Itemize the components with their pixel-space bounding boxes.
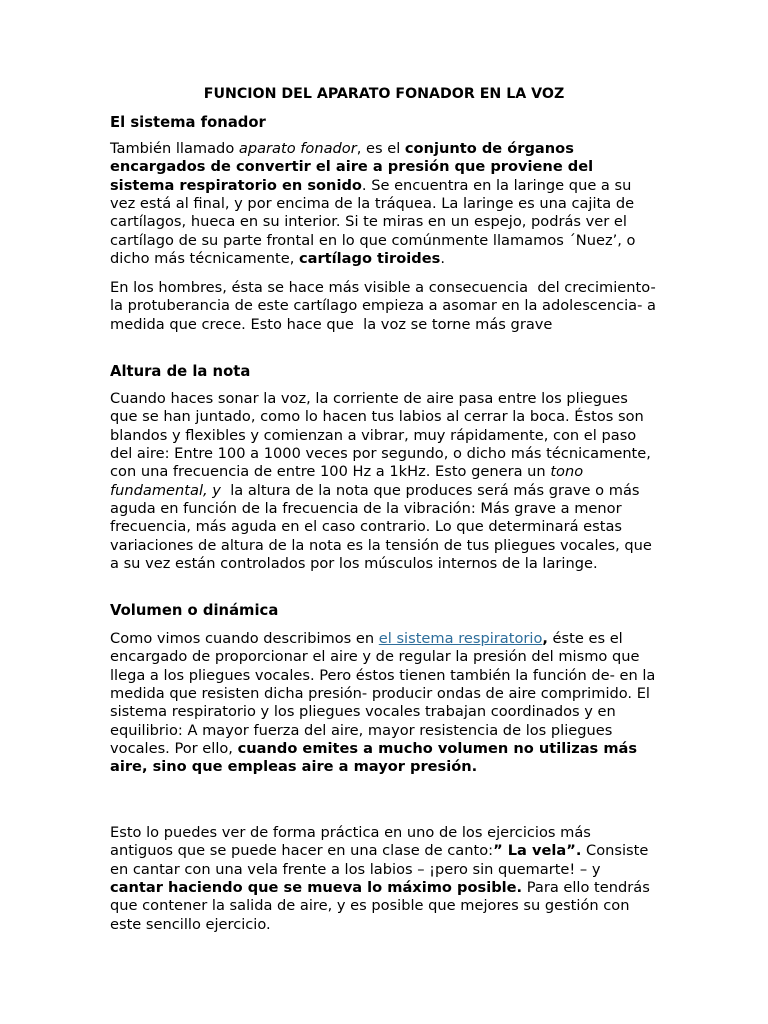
paragraph-altura-nota	[110, 390, 658, 573]
text-run: En los hombres, ésta se hace más visible a consecuencia del crecimiento- la protuberancia de este cartílago empieza a asomar en la adolescencia- a medida que crece. Esto hace que la voz se torne más grave	[110, 279, 661, 333]
bold-text: conjunto de órganos encargados de convertir el aire a presión que proviene del sistema respiratorio en sonido	[110, 140, 599, 194]
bold-text: cartílago tiroides	[298, 250, 441, 268]
italic-text: tono fundamental, y	[110, 463, 588, 499]
paragraph-sistema-fonador-2	[110, 279, 661, 334]
text-run: éste es el encargado de proporcionar el aire y de regular la presión del mismo que llega a los pliegues vocales. Pero éstos tienen también la función de- en la medida que resisten dicha presión- producir ondas de aire comprimido. El sistema respiratorio y los pliegues vocales trabajan coordinados y en equilibrio: A mayor fuerza del aire, mayor resistencia de los pliegues vocales. Por ello,	[110, 630, 661, 758]
text-run: .	[440, 250, 445, 268]
italic-text: aparato fonador	[238, 140, 357, 157]
text-run: Esto lo puedes ver de forma práctica en uno de los ejercicios más antiguos que se puede hacer en una clase de canto:	[110, 824, 596, 860]
bold-text: ” La vela”.	[493, 842, 582, 860]
text-run: Para ello tendrás que contener la salida de aire, y es posible que mejores su gestión con este sencillo ejercicio.	[110, 879, 655, 933]
text-run: También llamado	[110, 140, 239, 157]
bold-text: cantar haciendo que se mueva lo máximo posible.	[110, 879, 523, 897]
text-run: , es el	[356, 140, 405, 157]
section-heading-volumen: Volumen o dinámica	[110, 602, 279, 619]
section-heading-altura-nota: Altura de la nota	[110, 363, 251, 380]
text-run: Como vimos cuando describimos en	[110, 630, 379, 647]
text-run: Cuando haces sonar la voz, la corriente de aire pasa entre los pliegues que se han juntado, como lo hacen tus labios al cerrar la boca. Éstos son blandos y flexibles y comienzan a vibrar, muy rápidamente, con el paso del aire: Entre 100 a 1000 veces por segundo, o dicho más técnicamente, con una frecuencia de entre 100 Hz a 1kHz. Esto genera un	[110, 390, 656, 481]
text-run: . Se encuentra en la laringe que a su vez está al final, y por encima de la tráquea. La laringe es una cajita de cartílagos, hueca en su interior. Si te miras en un espejo, podrás ver el cartílago de su parte frontal en lo que comúnmente llamamos ´Nuez’, o dicho más técnicamente,	[110, 176, 641, 268]
bold-text: cuando emites a mucho volumen no utilizas más aire, sino que empleas aire a mayor presión.	[110, 740, 643, 776]
document-title: FUNCION DEL APARATO FONADOR EN LA VOZ	[203, 86, 565, 102]
paragraph-volumen-2	[110, 824, 658, 934]
paragraph-volumen-1	[110, 630, 661, 777]
text-run: la altura de la nota que produces será más grave o más aguda en función de la frecuencia de la vibración: Más grave a menor frecuencia, más aguda en el caso contrario. Lo que determinará estas variaciones de altura de la nota es la tensión de tus pliegues vocales, que a su vez están controlados por los músculos internos de la laringe.	[110, 481, 657, 573]
text-run: Consiste en cantar con una vela frente a los labios – ¡pero sin quemarte! – y	[110, 842, 653, 878]
section-heading-sistema-fonador: El sistema fonador	[110, 114, 266, 131]
bold-text: ,	[542, 630, 548, 647]
paragraph-sistema-fonador-1	[110, 140, 658, 268]
sistema-respiratorio-link[interactable]: el sistema respiratorio	[378, 630, 543, 647]
